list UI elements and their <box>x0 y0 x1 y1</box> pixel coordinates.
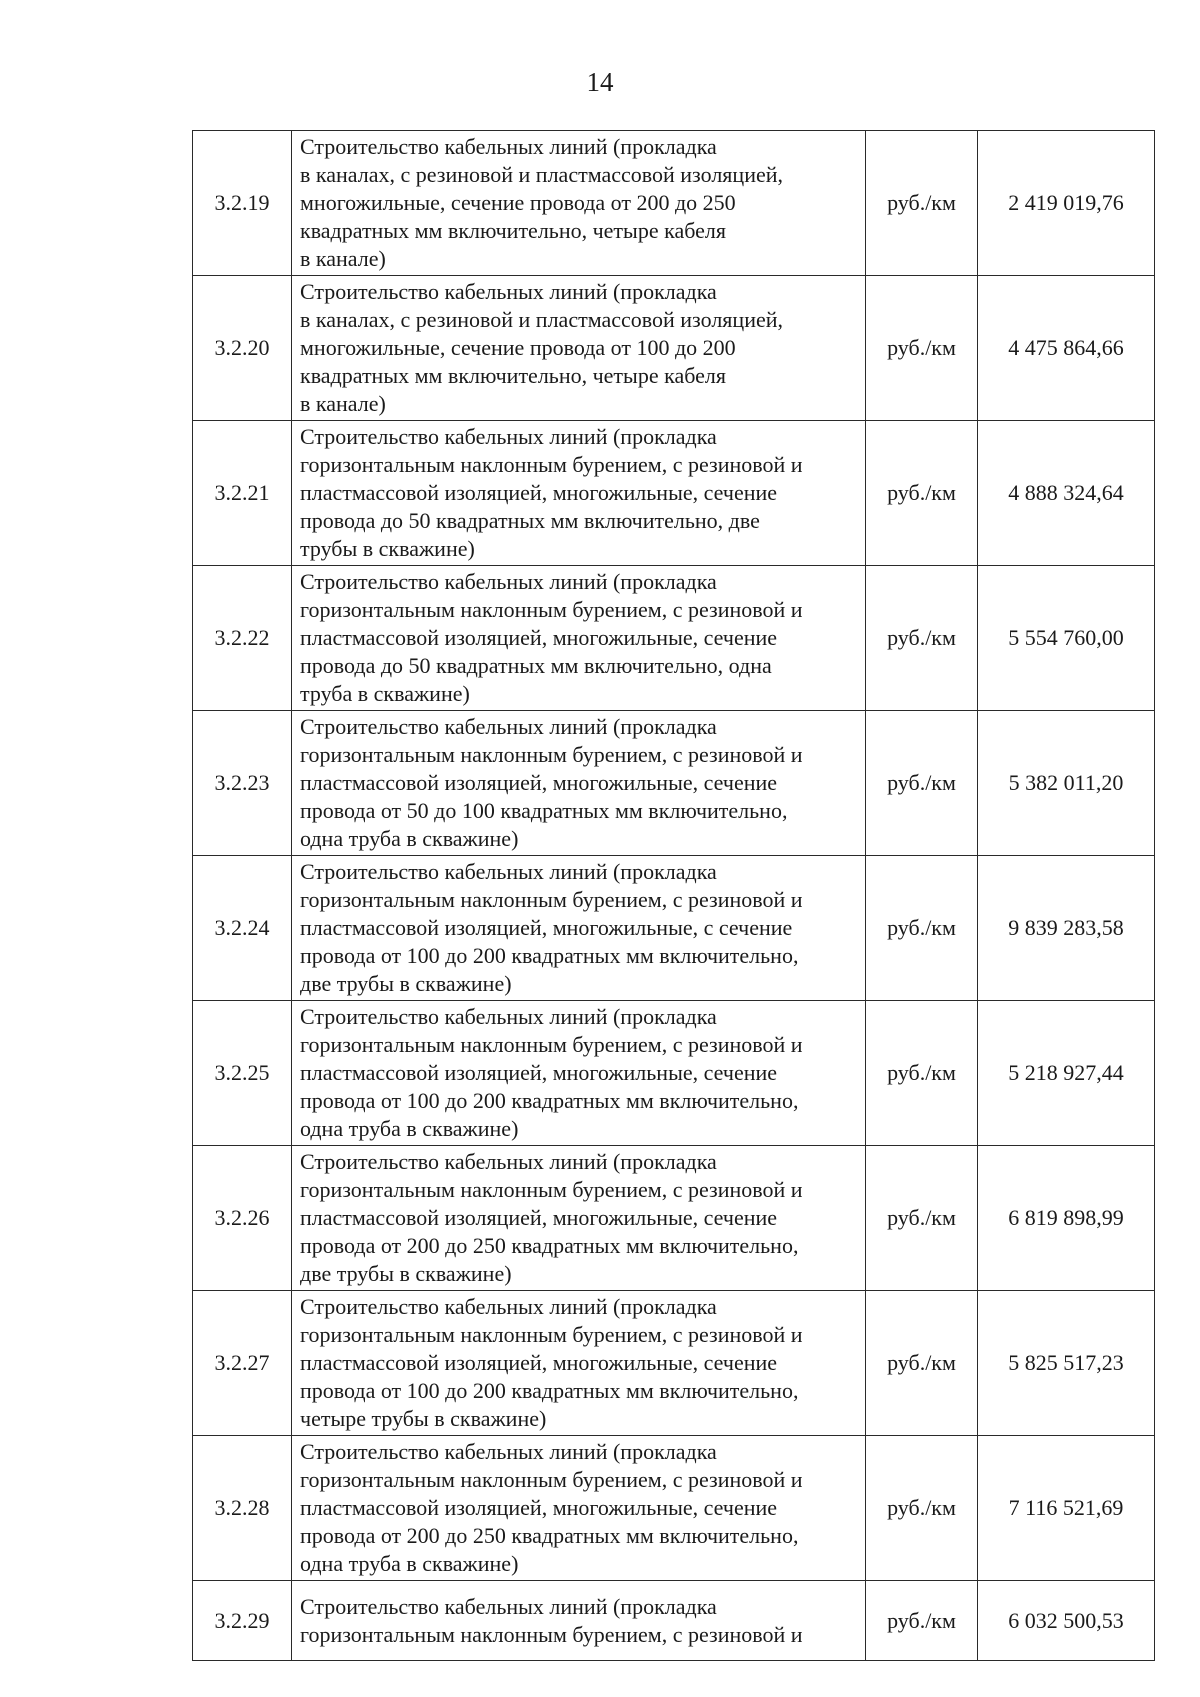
description-line: горизонтальным наклонным бурением, с резиновой и <box>300 1032 803 1057</box>
item-description <box>292 1581 866 1661</box>
item-description <box>292 131 866 276</box>
item-number: 3.2.22 <box>193 566 292 711</box>
description-line: пластмассовой изоляцией, многожильные, сечение <box>300 1495 778 1520</box>
price-value: 4 888 324,64 <box>978 421 1155 566</box>
table-row <box>193 1436 1155 1581</box>
table-row <box>193 566 1155 711</box>
table-row <box>193 131 1155 276</box>
item-number: 3.2.24 <box>193 856 292 1001</box>
unit-of-measure: руб./км <box>866 1581 978 1661</box>
table-row <box>193 1291 1155 1436</box>
unit-of-measure: руб./км <box>866 1001 978 1146</box>
description-line: многожильные, сечение провода от 100 до 200 <box>300 335 736 360</box>
item-number: 3.2.20 <box>193 276 292 421</box>
description-line: Строительство кабельных линий (прокладка <box>300 1294 717 1319</box>
item-number: 3.2.29 <box>193 1581 292 1661</box>
table-row <box>193 1146 1155 1291</box>
description-line: в каналах, с резиновой и пластмассовой изоляцией, <box>300 307 784 332</box>
description-line: Строительство кабельных линий (прокладка <box>300 714 717 739</box>
description-line: Строительство кабельных линий (прокладка <box>300 1004 717 1029</box>
unit-of-measure: руб./км <box>866 566 978 711</box>
item-description <box>292 566 866 711</box>
description-line: провода до 50 квадратных мм включительно, одна <box>300 653 772 678</box>
description-line: Строительство кабельных линий (прокладка <box>300 859 717 884</box>
unit-of-measure: руб./км <box>866 1146 978 1291</box>
unit-of-measure: руб./км <box>866 276 978 421</box>
description-line: провода от 100 до 200 квадратных мм включительно, <box>300 943 799 968</box>
table-row <box>193 1581 1155 1661</box>
description-line: провода от 200 до 250 квадратных мм включительно, <box>300 1233 799 1258</box>
description-line: Строительство кабельных линий (прокладка <box>300 569 717 594</box>
table-row <box>193 421 1155 566</box>
tariff-table <box>192 130 1155 1661</box>
description-line: пластмассовой изоляцией, многожильные, сечение <box>300 480 778 505</box>
item-number: 3.2.19 <box>193 131 292 276</box>
price-value: 5 825 517,23 <box>978 1291 1155 1436</box>
description-line: трубы в скважине) <box>300 536 475 561</box>
table-row <box>193 711 1155 856</box>
description-line: одна труба в скважине) <box>300 826 519 851</box>
description-line: пластмассовой изоляцией, многожильные, сечение <box>300 625 778 650</box>
price-value: 9 839 283,58 <box>978 856 1155 1001</box>
item-description <box>292 1436 866 1581</box>
description-line: горизонтальным наклонным бурением, с резиновой и <box>300 887 803 912</box>
description-line: горизонтальным наклонным бурением, с резиновой и <box>300 452 803 477</box>
table-row <box>193 276 1155 421</box>
description-line: горизонтальным наклонным бурением, с резиновой и <box>300 742 803 767</box>
description-line: многожильные, сечение провода от 200 до 250 <box>300 190 736 215</box>
description-line: пластмассовой изоляцией, многожильные, сечение <box>300 1350 778 1375</box>
description-line: горизонтальным наклонным бурением, с резиновой и <box>300 1467 803 1492</box>
item-description <box>292 276 866 421</box>
price-value: 6 819 898,99 <box>978 1146 1155 1291</box>
description-line: провода от 200 до 250 квадратных мм включительно, <box>300 1523 799 1548</box>
price-value: 5 382 011,20 <box>978 711 1155 856</box>
item-description <box>292 711 866 856</box>
description-line: пластмассовой изоляцией, многожильные, сечение <box>300 1060 778 1085</box>
description-line: в канале) <box>300 391 386 416</box>
unit-of-measure: руб./км <box>866 1291 978 1436</box>
item-description <box>292 1146 866 1291</box>
description-line: горизонтальным наклонным бурением, с резиновой и <box>300 1322 803 1347</box>
page-number: 14 <box>586 67 614 97</box>
description-line: квадратных мм включительно, четыре кабеля <box>300 218 726 243</box>
description-line: провода от 50 до 100 квадратных мм включительно, <box>300 798 788 823</box>
item-number: 3.2.25 <box>193 1001 292 1146</box>
description-line: пластмассовой изоляцией, многожильные, сечение <box>300 770 778 795</box>
description-line: провода от 100 до 200 квадратных мм включительно, <box>300 1088 799 1113</box>
item-number: 3.2.28 <box>193 1436 292 1581</box>
price-value: 4 475 864,66 <box>978 276 1155 421</box>
description-line: четыре трубы в скважине) <box>300 1406 547 1431</box>
item-number: 3.2.21 <box>193 421 292 566</box>
table-row <box>193 1001 1155 1146</box>
description-line: в канале) <box>300 246 386 271</box>
description-line: одна труба в скважине) <box>300 1116 519 1141</box>
description-line: горизонтальным наклонным бурением, с резиновой и <box>300 1621 803 1647</box>
description-line: провода до 50 квадратных мм включительно, две <box>300 508 760 533</box>
description-line: Строительство кабельных линий (прокладка <box>300 1439 717 1464</box>
table-row <box>193 856 1155 1001</box>
unit-of-measure: руб./км <box>866 1436 978 1581</box>
description-line: две трубы в скважине) <box>300 1261 512 1286</box>
description-line: Строительство кабельных линий (прокладка <box>300 1593 717 1619</box>
unit-of-measure: руб./км <box>866 131 978 276</box>
price-value: 7 116 521,69 <box>978 1436 1155 1581</box>
description-line: одна труба в скважине) <box>300 1551 519 1576</box>
description-line: пластмассовой изоляцией, многожильные, сечение <box>300 1205 778 1230</box>
description-line: провода от 100 до 200 квадратных мм включительно, <box>300 1378 799 1403</box>
description-line: труба в скважине) <box>300 681 470 706</box>
unit-of-measure: руб./км <box>866 856 978 1001</box>
unit-of-measure: руб./км <box>866 421 978 566</box>
description-line: горизонтальным наклонным бурением, с резиновой и <box>300 597 803 622</box>
price-value: 6 032 500,53 <box>978 1581 1155 1661</box>
description-line: Строительство кабельных линий (прокладка <box>300 279 717 304</box>
item-description <box>292 421 866 566</box>
item-number: 3.2.27 <box>193 1291 292 1436</box>
description-line: в каналах, с резиновой и пластмассовой изоляцией, <box>300 162 784 187</box>
table-body <box>193 131 1155 1661</box>
description-line: Строительство кабельных линий (прокладка <box>300 424 717 449</box>
price-value: 5 218 927,44 <box>978 1001 1155 1146</box>
price-value: 5 554 760,00 <box>978 566 1155 711</box>
item-description <box>292 1291 866 1436</box>
description-line: две трубы в скважине) <box>300 971 512 996</box>
description-line: горизонтальным наклонным бурением, с резиновой и <box>300 1177 803 1202</box>
description-line: Строительство кабельных линий (прокладка <box>300 134 717 159</box>
item-description <box>292 856 866 1001</box>
item-number: 3.2.26 <box>193 1146 292 1291</box>
unit-of-measure: руб./км <box>866 711 978 856</box>
description-line: Строительство кабельных линий (прокладка <box>300 1149 717 1174</box>
price-value: 2 419 019,76 <box>978 131 1155 276</box>
item-number: 3.2.23 <box>193 711 292 856</box>
item-description <box>292 1001 866 1146</box>
description-line: квадратных мм включительно, четыре кабеля <box>300 363 726 388</box>
description-line: пластмассовой изоляцией, многожильные, с сечение <box>300 915 793 940</box>
